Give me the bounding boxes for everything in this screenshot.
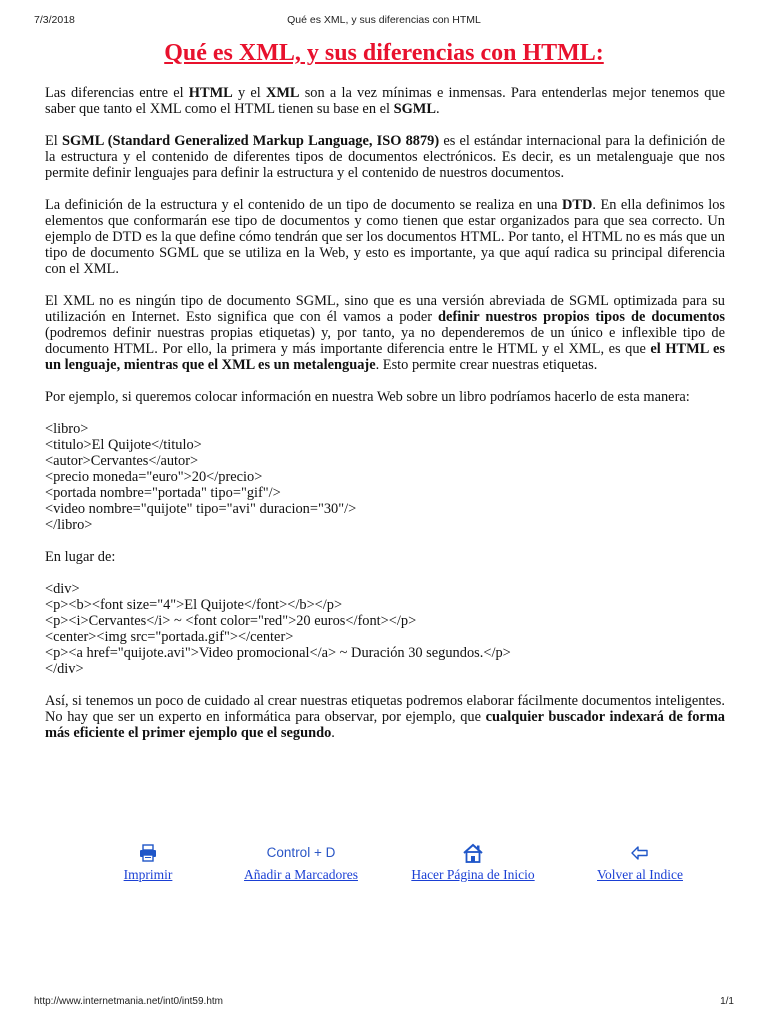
- xml-example: <libro> <titulo>El Quijote</titulo> <autor>Cervantes</autor> <precio moneda="euro">20</precio> <portada nombre="portada" tipo="gif"/> <video nombre="quijote" tipo="avi" duracion="30"/> </libro>: [45, 421, 357, 533]
- home-icon[interactable]: [403, 842, 543, 864]
- text: (podremos definir nuestras propias etiquetas) y, por tanto, ya no dependeremos de un único e inflexible tipo de documento HTML. Por ello, la primera y más importante diferencia entre le HTML y el XML, es que: [45, 325, 725, 357]
- print-url: http://www.internetmania.net/int0/int59.htm: [34, 996, 223, 1007]
- article-body: [45, 85, 725, 757]
- paragraph-6: En lugar de:: [45, 549, 116, 565]
- text: . En ella definimos los elementos que conformarán ese tipo de documentos y como tienen que estar organizados para que sea correcto. Un ejemplo de DTD es la que define cómo tendrán que ser los documentos HTML. Por tanto, el HTML no es más que un tipo de documento SGML que se utiliza en la Web, y esto es importante, ya que aquí radica su principal diferencia con el XML.: [45, 197, 725, 277]
- text: .: [436, 101, 440, 117]
- html-example: <div> <p><b><font size="4">El Quijote</font></b></p> <p><i>Cervantes</i> ~ <font color="red">20 euros</font></p> <center><img src="portada.gif"></center> <p><a href="quijote.avi">Video promocional</a> ~ Duración 30 segundos.</p> </div>: [45, 581, 511, 677]
- printer-icon[interactable]: [103, 842, 193, 864]
- bookmark-shortcut: Control + D: [266, 845, 336, 860]
- text: El XML no es ningún tipo de documento SGML, sino que es una versión abreviada de SGML optimizada para su utilización en Internet. Esto significa que con él vamos a poder: [45, 293, 725, 325]
- back-link[interactable]: [585, 842, 695, 883]
- bold-text: el HTML es un lenguaje, mientras que el XML es un metalenguaje: [45, 341, 726, 373]
- bold-text: cualquier buscador indexará de forma más eficiente el primer ejemplo que el segundo: [45, 709, 725, 741]
- page-title: Qué es XML, y sus diferencias con HTML:: [164, 40, 604, 66]
- text: son a la vez mínimas e inmensas. Para entenderlas mejor tenemos que saber que tanto el XML como el HTML tienen su base en el: [45, 85, 726, 117]
- bookmark-link[interactable]: [235, 842, 367, 883]
- print-doc-title: Qué es XML, y sus diferencias con HTML: [287, 14, 481, 26]
- paragraph-2: [45, 133, 725, 181]
- bold-text: HTML: [188, 85, 233, 101]
- print-footer: [34, 996, 734, 1010]
- footer-links: [45, 842, 725, 892]
- paragraph-5: Por ejemplo, si queremos colocar información en nuestra Web sobre un libro podríamos hacerlo de esta manera:: [45, 389, 690, 405]
- text: y el: [232, 85, 266, 101]
- paragraph-7: [45, 693, 725, 741]
- bold-text: SGML (Standard Generalized Markup Language, ISO 8879): [61, 133, 440, 149]
- print-date: 7/3/2018: [34, 14, 75, 26]
- home-link[interactable]: [403, 842, 543, 883]
- paragraph-3: [45, 197, 725, 277]
- bold-text: SGML: [393, 101, 436, 117]
- bookmark-link-label[interactable]: Añadir a Marcadores: [244, 867, 358, 882]
- paragraph-1: [45, 85, 725, 117]
- text: .: [331, 725, 335, 741]
- home-link-label[interactable]: Hacer Página de Inicio: [411, 867, 535, 882]
- print-link-label[interactable]: Imprimir: [123, 867, 173, 882]
- text: . Esto permite crear nuestras etiquetas.: [375, 357, 598, 373]
- print-header: [34, 14, 734, 30]
- text: Las diferencias entre el: [45, 85, 189, 101]
- paragraph-4: [45, 293, 725, 373]
- back-link-label[interactable]: Volver al Indice: [597, 867, 683, 882]
- text: Así, si tenemos un poco de cuidado al crear nuestras etiquetas podremos elaborar fácilmente documentos inteligentes. No hay que ser un experto en informática para observar, por ejemplo, que: [45, 693, 725, 725]
- bold-text: DTD: [562, 197, 593, 213]
- bold-text: definir nuestros propios tipos de documentos: [438, 309, 725, 325]
- print-link[interactable]: [103, 842, 193, 883]
- text: La definición de la estructura y el contenido de un tipo de documento se realiza en una: [45, 197, 563, 213]
- bold-text: XML: [265, 85, 300, 101]
- text: El: [45, 133, 62, 149]
- page-count: 1/1: [720, 996, 734, 1007]
- text: es el estándar internacional para la definición de la estructura y el contenido de diferentes tipos de documentos electrónicos. Es decir, es un metalenguaje que nos permite definir lenguajes para definir la estructura y el contenido de nuestros documentos.: [45, 133, 725, 181]
- back-arrow-icon[interactable]: [585, 842, 695, 864]
